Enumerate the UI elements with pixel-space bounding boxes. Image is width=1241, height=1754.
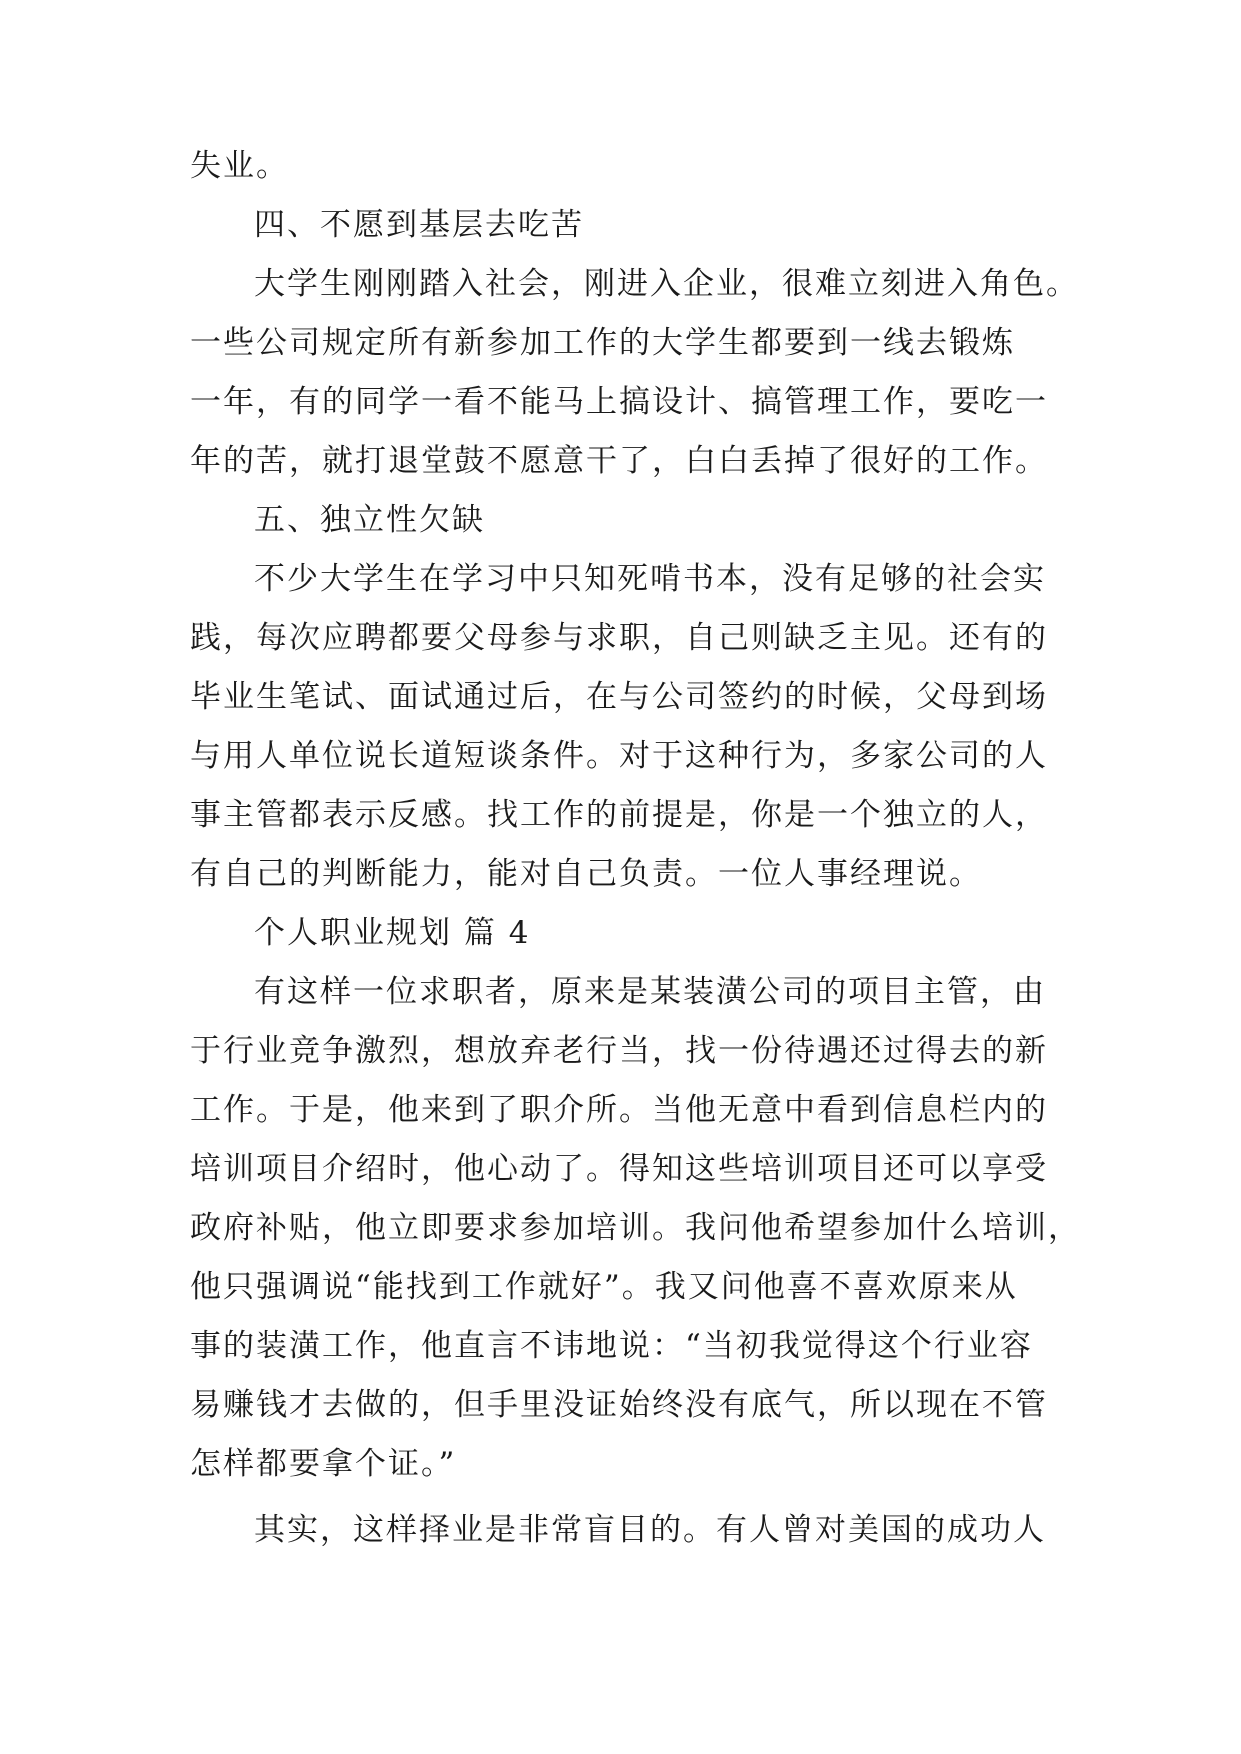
text-line: 大学生刚刚踏入社会，刚进入企业，很难立刻进入角色。 (254, 266, 1079, 302)
text-line: 践，每次应聘都要父母参与求职，自己则缺乏主见。还有的 (190, 620, 1048, 656)
text-line: 事的装潢工作，他直言不讳地说：“当初我觉得这个行业容 (190, 1328, 1033, 1364)
text-line: 怎样都要拿个证。” (190, 1446, 457, 1482)
text-line: 易赚钱才去做的，但手里没证始终没有底气，所以现在不管 (190, 1387, 1048, 1423)
text-line: 年的苦，就打退堂鼓不愿意干了，白白丢掉了很好的工作。 (190, 443, 1048, 479)
text-line: 失业。 (190, 148, 289, 184)
text-line: 与用人单位说长道短谈条件。对于这种行为，多家公司的人 (190, 738, 1048, 774)
text-line: 于行业竞争激烈，想放弃老行当，找一份待遇还过得去的新 (190, 1033, 1048, 1069)
section-heading: 四、不愿到基层去吃苦 (254, 207, 584, 243)
text-line: 不少大学生在学习中只知死啃书本，没有足够的社会实 (254, 561, 1046, 597)
section-heading: 五、独立性欠缺 (254, 502, 485, 538)
text-line: 毕业生笔试、面试通过后，在与公司签约的时候，父母到场 (190, 679, 1048, 715)
text-line: 培训项目介绍时，他心动了。得知这些培训项目还可以享受 (190, 1151, 1048, 1187)
text-line: 一些公司规定所有新参加工作的大学生都要到一线去锻炼 (190, 325, 1015, 361)
text-line: 一年，有的同学一看不能马上搞设计、搞管理工作，要吃一 (190, 384, 1048, 420)
text-line: 他只强调说“能找到工作就好”。我又问他喜不喜欢原来从 (190, 1269, 1018, 1305)
text-line: 有自己的判断能力，能对自己负责。一位人事经理说。 (190, 856, 982, 892)
text-line: 有这样一位求职者，原来是某装潢公司的项目主管，由 (254, 974, 1046, 1010)
text-line: 工作。于是，他来到了职介所。当他无意中看到信息栏内的 (190, 1092, 1048, 1128)
text-line: 事主管都表示反感。找工作的前提是，你是一个独立的人， (190, 797, 1048, 833)
text-line: 政府补贴，他立即要求参加培训。我问他希望参加什么培训， (190, 1210, 1081, 1246)
text-line: 其实，这样择业是非常盲目的。有人曾对美国的成功人 (254, 1512, 1046, 1548)
article-heading: 个人职业规划 篇 4 (254, 915, 531, 951)
